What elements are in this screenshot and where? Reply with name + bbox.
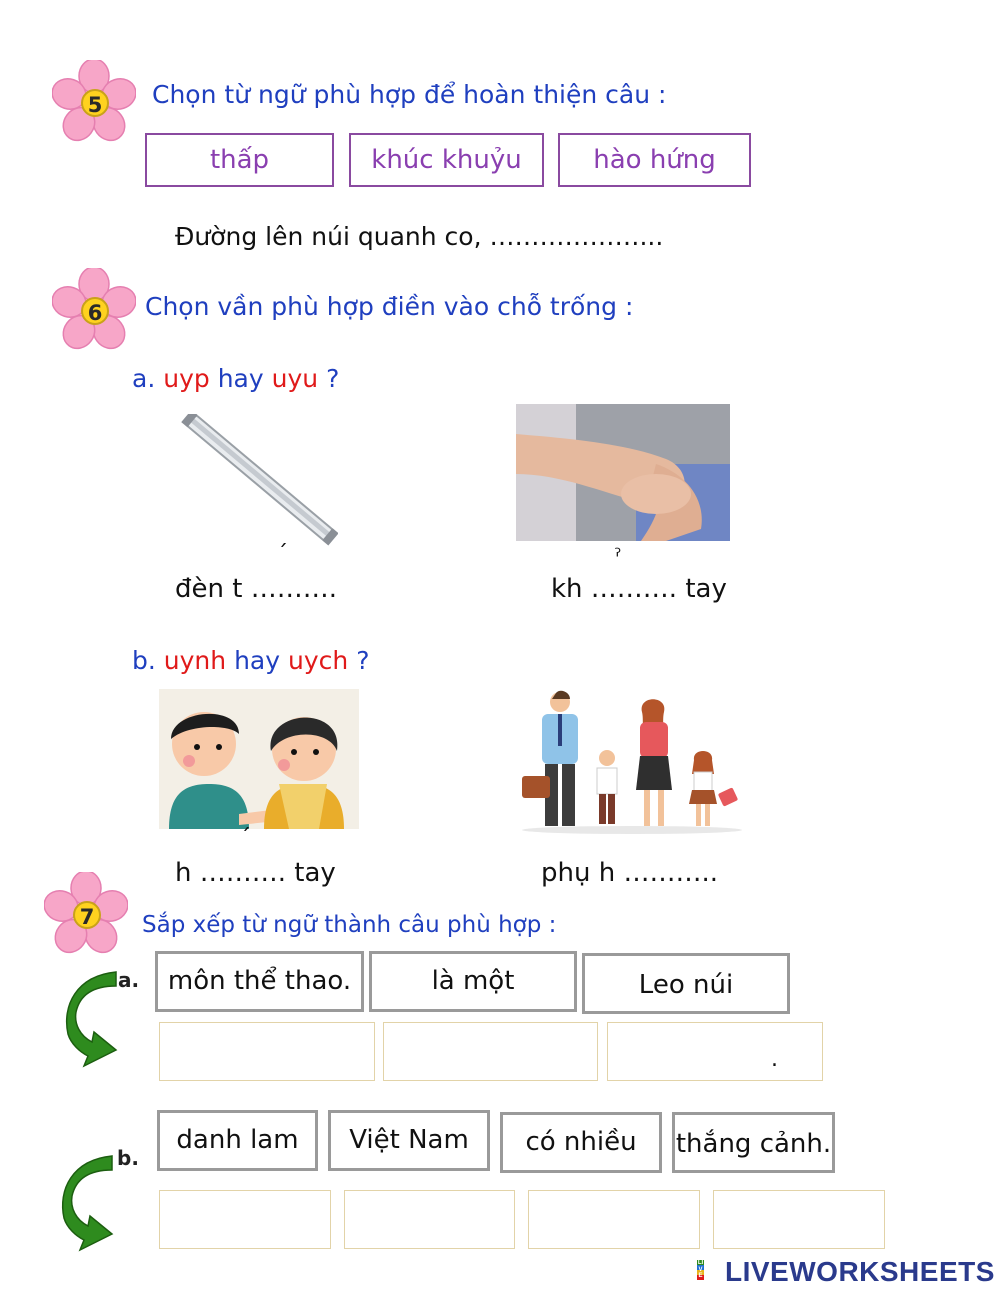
sentence-end-period: . [771,1047,778,1072]
section5-heading: Chọn từ ngữ phù hợp để hoàn thiện câu : [152,80,667,109]
choice-khuc-khuyu[interactable]: khúc khuỷu [349,133,544,187]
tile-leo-nui[interactable]: Leo núi [582,953,790,1014]
section-number: 5 [81,89,109,117]
prompt-prefix: b. [132,646,156,675]
prompt-question: ? [326,364,340,393]
tile-co-nhieu[interactable]: có nhiều [500,1112,662,1173]
children-nudging-image [159,689,359,829]
section6-heading: Chọn vần phù hợp điền vào chỗ trống : [145,292,634,321]
tone-mark-b1: ´ [240,826,251,851]
section7-heading: Sắp xếp từ ngữ thành câu phù hợp : [142,912,557,938]
tone-mark-a2: ˀ [614,544,622,568]
logo-text: LIVEWORKSHEETS [725,1256,995,1287]
choice-thap[interactable]: thấp [145,133,334,187]
tile-mon-the-thao[interactable]: môn thể thao. [155,951,364,1012]
flower-badge-5 [52,60,136,144]
prompt-question: ? [356,646,370,675]
logo-badge [697,1260,719,1286]
section7b-label: b. [117,1146,139,1170]
fluorescent-lamp-image [178,414,338,546]
logo-badge-text: LIVE [697,1260,704,1279]
section-number: 7 [73,901,101,929]
section7a-label: a. [118,968,140,992]
option-uych: uych [288,646,349,675]
prompt-hay: hay [217,364,264,393]
tile-la-mot[interactable]: là một [369,951,577,1012]
option-uyu: uyu [271,364,319,393]
tile-thang-canh[interactable]: thắng cảnh. [672,1112,835,1173]
drop-slot-a2[interactable] [383,1022,598,1081]
flower-badge-6 [52,268,136,352]
option-uyp: uyp [163,364,210,393]
word-den-tuyp[interactable]: đèn t ………. [175,574,337,604]
section6a-prompt [132,364,339,393]
family-image [520,690,745,835]
curved-arrow-icon [54,1150,116,1254]
word-khuyu-tay[interactable]: kh ………. tay [551,574,727,604]
section5-sentence: Đường lên núi quanh co, ………………... [175,222,664,251]
prompt-prefix: a. [132,364,156,393]
flower-badge-7 [44,872,128,956]
word-phu-huynh[interactable]: phụ h ……….. [541,858,718,888]
drop-slot-b4[interactable] [713,1190,885,1249]
choice-hao-hung[interactable]: hào hứng [558,133,751,187]
drop-slot-b2[interactable] [344,1190,515,1249]
elbow-image [516,404,730,541]
section-number: 6 [81,297,109,325]
liveworksheets-logo [697,1257,997,1287]
tone-mark-a1: ´ [277,542,288,567]
prompt-hay: hay [234,646,281,675]
word-huych-tay[interactable]: h ………. tay [175,858,336,888]
drop-slot-b1[interactable] [159,1190,331,1249]
drop-slot-b3[interactable] [528,1190,700,1249]
tile-viet-nam[interactable]: Việt Nam [328,1110,490,1171]
tile-danh-lam[interactable]: danh lam [157,1110,318,1171]
option-uynh: uynh [163,646,227,675]
drop-slot-a1[interactable] [159,1022,375,1081]
drop-slot-a3[interactable] [607,1022,823,1081]
curved-arrow-icon [58,966,120,1070]
section6b-prompt [132,646,369,675]
